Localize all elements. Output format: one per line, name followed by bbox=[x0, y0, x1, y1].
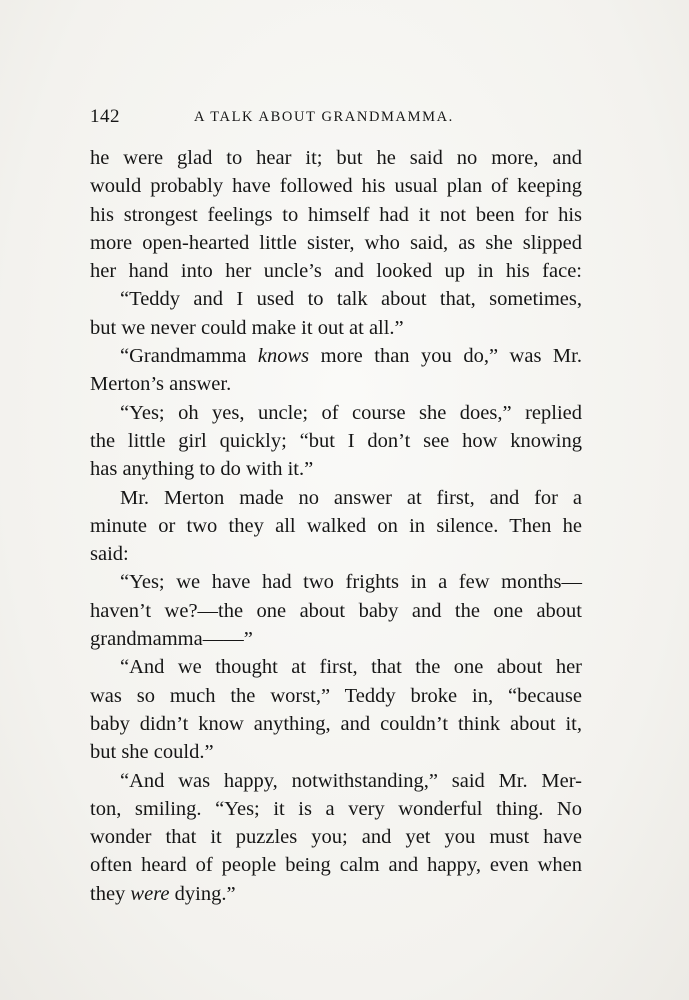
text-line bbox=[90, 710, 582, 738]
text-line bbox=[90, 201, 582, 229]
text-segment: more than you do,” was Mr. bbox=[309, 345, 582, 368]
page-header bbox=[90, 104, 582, 134]
text-segment: Mr. Merton made no answer at first, and for a bbox=[120, 486, 582, 509]
text-line bbox=[90, 880, 582, 908]
text-segment: but she could.” bbox=[90, 741, 214, 764]
text-line bbox=[90, 455, 582, 483]
text-segment: her hand into her uncle’s and looked up in his face: bbox=[90, 260, 582, 283]
text-segment: minute or two they all walked on in silence. Then he bbox=[90, 514, 582, 537]
text-line bbox=[90, 370, 582, 398]
text-segment: dying.” bbox=[169, 882, 236, 905]
text-segment: they bbox=[90, 882, 131, 905]
text-segment: he were glad to hear it; but he said no more, and bbox=[90, 147, 582, 169]
text-line bbox=[90, 540, 582, 568]
text-line bbox=[90, 427, 582, 455]
text-line bbox=[90, 512, 582, 540]
text-line bbox=[90, 795, 582, 823]
page-number: 142 bbox=[90, 106, 120, 127]
text-line bbox=[90, 738, 582, 766]
text-line bbox=[90, 399, 582, 427]
text-line bbox=[90, 257, 582, 285]
body-text bbox=[90, 144, 582, 908]
text-line bbox=[90, 229, 582, 257]
text-line bbox=[90, 342, 582, 370]
text-segment: “Grandmamma bbox=[120, 345, 258, 368]
text-line bbox=[90, 653, 582, 681]
text-segment: grandmamma——” bbox=[90, 628, 253, 651]
text-segment: was so much the worst,” Teddy broke in, “because bbox=[90, 684, 582, 707]
text-segment: said: bbox=[90, 543, 129, 566]
text-segment: “Yes; we have had two frights in a few months— bbox=[120, 571, 582, 594]
text-segment: often heard of people being calm and happy, even when bbox=[90, 854, 582, 877]
text-line bbox=[90, 144, 582, 172]
text-segment: would probably have followed his usual plan of keeping bbox=[90, 175, 582, 198]
text-segment: “Yes; oh yes, uncle; of course she does,” replied bbox=[120, 401, 582, 424]
text-line bbox=[90, 285, 582, 313]
text-segment: haven’t we?—the one about baby and the one about bbox=[90, 599, 582, 622]
text-line bbox=[90, 314, 582, 342]
text-line bbox=[90, 851, 582, 879]
text-segment: baby didn’t know anything, and couldn’t think about it, bbox=[90, 712, 582, 735]
text-segment: “Teddy and I used to talk about that, sometimes, bbox=[120, 288, 582, 311]
text-segment: “And was happy, notwithstanding,” said Mr. Mer- bbox=[120, 769, 582, 792]
text-line bbox=[90, 682, 582, 710]
text-line bbox=[90, 625, 582, 653]
text-segment: ton, smiling. “Yes; it is a very wonderful thing. No bbox=[90, 797, 582, 820]
text-segment: his strongest feelings to himself had it not been for his bbox=[90, 203, 582, 226]
running-head: A TALK ABOUT GRANDMAMMA. bbox=[194, 109, 454, 125]
text-segment: more open-hearted little sister, who said, as she slipped bbox=[90, 231, 582, 254]
text-line bbox=[90, 823, 582, 851]
text-line bbox=[90, 568, 582, 596]
text-segment: “And we thought at first, that the one about her bbox=[120, 656, 582, 679]
text-segment: wonder that it puzzles you; and yet you must have bbox=[90, 826, 582, 849]
text-line bbox=[90, 767, 582, 795]
text-line bbox=[90, 172, 582, 200]
text-line bbox=[90, 597, 582, 625]
text-line bbox=[90, 484, 582, 512]
text-segment: but we never could make it out at all.” bbox=[90, 316, 404, 339]
text-segment: has anything to do with it.” bbox=[90, 458, 314, 481]
italic-text-segment: were bbox=[130, 882, 170, 905]
text-segment: the little girl quickly; “but I don’t see how knowing bbox=[90, 429, 582, 452]
italic-text-segment: knows bbox=[257, 345, 310, 368]
text-segment: Merton’s answer. bbox=[90, 373, 232, 396]
